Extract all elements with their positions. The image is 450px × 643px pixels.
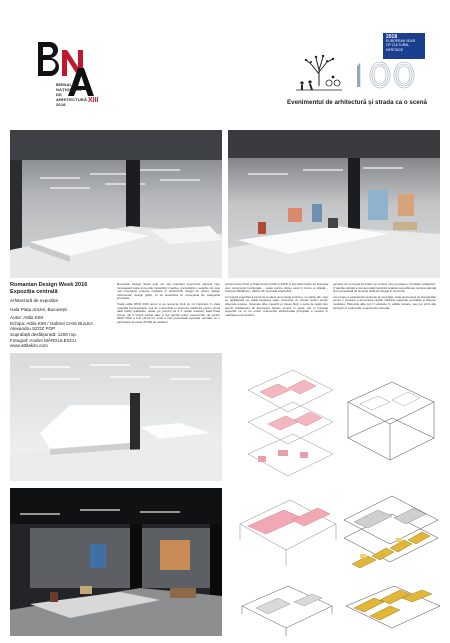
axonometric-diagram-outline — [340, 372, 440, 472]
description-column-3: general, iar ca lungul luminator pe central, care permitea o circulație vizitatorilor. O atenție ridicată a fost acordată iluminării spațiului expozițional, lumina naturală fiind completată de iluminat artificial integrat în structură. Ca urmare a caracterului temporar al expoziției, toate elementele au fost gândite pentru o montare și demontare rapidă, utilizând materiale reciclabile și sisteme modulare. Platourile albe pot fi refolosite în edițiile viitoare, sau pot primi alte funcțiuni în cadrul altor evenimente culturale. — [333, 282, 436, 310]
project-title: Romanian Design Week 2016 Expoziția centrală — [10, 282, 88, 295]
exhibition-photo-white-platform — [10, 353, 222, 481]
axonometric-diagram-yellow-2 — [340, 580, 444, 636]
axonometric-diagram-red — [238, 360, 338, 480]
project-info: Arhitectură de expoziție Hala Piața Amzei, București Autor: Attila KIM Echipa: Attila KIM / Gabriel CHIS BULEA Alexandru SZOZ POP Suprafață desfășurată: 1200 mp. Fotograf: Andrei MĂRGULESCU www.attilakim.com — [10, 298, 94, 349]
logo-roman-numeral: XIII — [88, 97, 99, 104]
exhibition-photo-night-view — [10, 488, 222, 636]
exhibition-photo-empty-platforms — [10, 130, 222, 278]
axonometric-diagram-small — [236, 580, 336, 636]
european-heritage-badge: 2018 EUROPEAN YEAR OF CULTURAL HERITAGE — [383, 33, 425, 59]
axonometric-diagram-yellow-1 — [346, 520, 442, 580]
tree-pictogram-icon — [296, 52, 342, 92]
centenary-100-logo — [352, 57, 420, 95]
logo-subtitle: BIENALA NAȚIONALĂ DE ARHITECTURĂ 2018 — [56, 82, 88, 107]
event-title: Evenimentul de arhitectură și strada ca o scenă — [287, 99, 427, 106]
exhibition-photo-with-objects — [228, 130, 440, 278]
description-column-1: Romanian Design Week este cel mai important eveniment național care încurajează toate domeniile industriilor creative, prezentând o selecție din cele mai importante proiecte realizate în arhitectură, design de obiect, design vestimentar, design grafic, cu tot ansamblul lor conceptual din categoriile principale. Toată ediția RDW 2016 acum și au assumat încă un rol important în viața culturală bucureșteană: cea de a deschide și prezenta publicului pentru prima dată clădiri reabilitate, uitate, pe punctul de a fi redate orașului. Hala Piața Amzei, din a lungul istoriei sale, a fost gazdă multor evenimente, iar pentru RDW 2016 a fost primul loc unde a fost prezentată expoziția centrală, cu o participare de peste 25.000 de vizitatori. — [117, 282, 220, 324]
axonometric-diagram-pink-platform — [232, 484, 342, 574]
description-column-2: proiect acolo hCub și Piața Amzei (2016 și 2018) și toți cadrii foarte de tinerețea unei reconversii funcționale – poate pentru ultima oară în forma ei inițială – Campus Mihăilescu, clădire din perioada interbelică. Conceptul expoziției a pornit de la ideea unui peisaj continuu, un platou alb, care se desfășoară pe toată lungimea halei, devenind un fundal neutru pentru obiectele expuse. Volumele albe creează un traseu fluid, o serie de spații care permit vizitatorului să descopere fiecare proiect în parte, dar și întreaga expoziție ca un tot unitar. Intervenția arhitecturală principală a constat în realizarea unui podium. — [225, 282, 329, 317]
bna-logo — [34, 40, 104, 122]
